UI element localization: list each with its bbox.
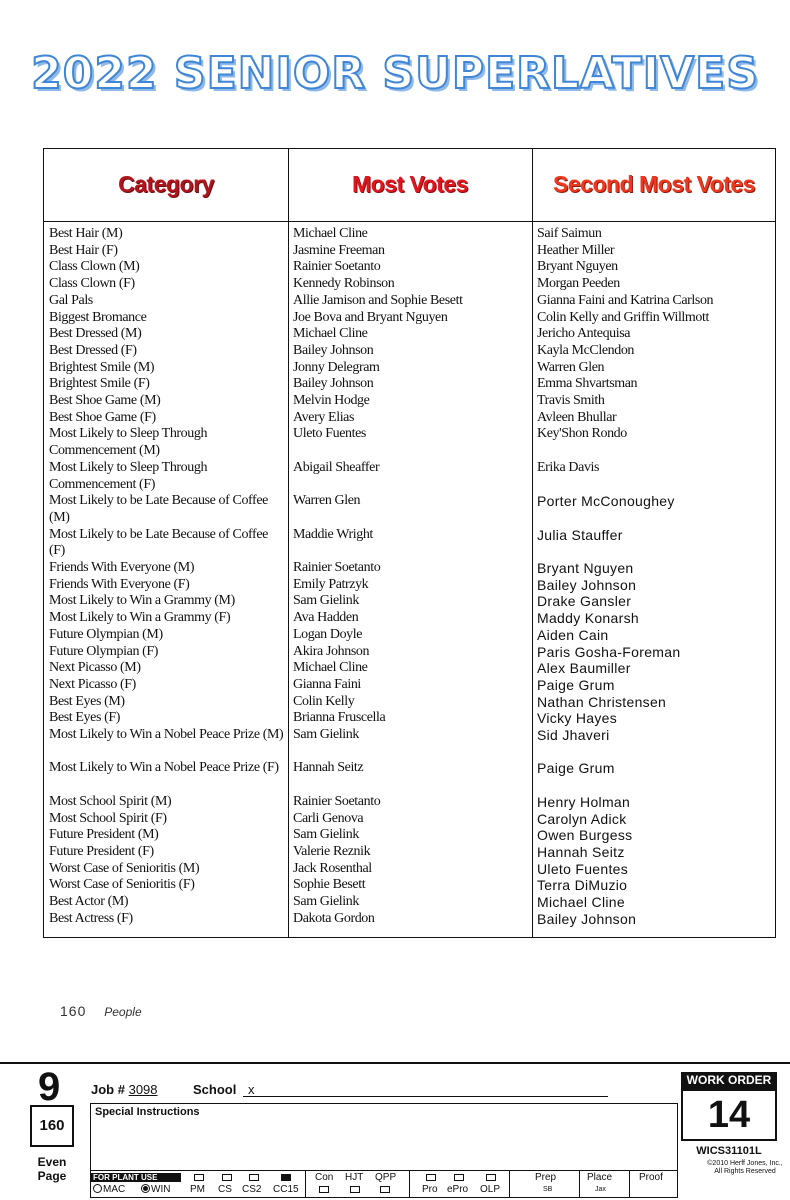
- place-label: Place: [587, 1172, 613, 1183]
- header-most-votes: Most Votes: [352, 171, 468, 197]
- work-order-code: WICS31101L: [696, 1145, 762, 1157]
- most-votes-cell: Brianna Fruscella: [293, 710, 386, 726]
- most-votes-cell: Allie Jamison and Sophie Besett: [293, 292, 463, 308]
- most-votes-cell: Joe Bova and Bryant Nguyen: [293, 309, 448, 325]
- most-votes-cell: Ava Hadden: [293, 610, 359, 626]
- most-votes-cell: Hannah Seitz: [293, 760, 364, 776]
- category-cell: Best Actress (F): [49, 910, 133, 926]
- cc15-checkbox: [281, 1174, 291, 1181]
- con-label: Con: [315, 1172, 334, 1183]
- pm-label: PM: [190, 1184, 205, 1195]
- epro-checkbox: [454, 1174, 464, 1181]
- work-order-label: WORK ORDER: [681, 1072, 777, 1089]
- most-votes-cell: Bailey Johnson: [293, 376, 374, 392]
- category-cell: Worst Case of Senioritis (F): [49, 877, 195, 893]
- second-votes-cell: Owen Burgess: [537, 827, 633, 844]
- column-divider: [532, 149, 533, 937]
- most-votes-cell: Jasmine Freeman: [293, 242, 385, 258]
- category-cell: Future President (M): [49, 827, 159, 843]
- most-votes-cell: Jack Rosenthal: [293, 860, 372, 876]
- second-votes-cell: Maddy Konarsh: [537, 610, 639, 627]
- job-field: [91, 1082, 178, 1097]
- school-value: x: [247, 1082, 255, 1097]
- most-votes-cell: Sam Gielink: [293, 827, 359, 843]
- header-divider: [44, 221, 775, 222]
- most-votes-cell: Sam Gielink: [293, 894, 359, 909]
- qpp-label: QPP: [375, 1172, 397, 1183]
- most-votes-cell: Abigail Sheaffer: [293, 459, 380, 475]
- category-cell: Most Likely to Win a Nobel Peace Prize (M): [49, 727, 284, 742]
- page-title: 2022 SENIOR SUPERLATIVES: [31, 48, 759, 99]
- olp-checkbox: [486, 1174, 496, 1181]
- most-votes-cell: Maddie Wright: [293, 526, 373, 542]
- most-votes-cell: Colin Kelly: [293, 693, 355, 709]
- category-cell: Best Actor (M): [49, 894, 129, 909]
- copyright-notice: ©2010 Herff Jones, Inc., All Rights Reserved: [707, 1160, 783, 1175]
- most-votes-cell: Sam Gielink: [293, 727, 359, 742]
- school-label: School: [193, 1082, 237, 1097]
- cs2-label: CS2: [242, 1184, 262, 1195]
- header-second-most-votes: Second Most Votes: [553, 171, 755, 197]
- second-votes-cell: Travis Smith: [537, 393, 605, 408]
- category-cell: Best Hair (M): [49, 226, 123, 241]
- category-cell: Most Likely to Win a Nobel Peace Prize (F): [49, 760, 279, 776]
- win-option: WIN: [141, 1184, 170, 1195]
- second-votes-cell: Paige Grum: [537, 676, 615, 693]
- category-cell: Friends With Everyone (M): [49, 560, 195, 575]
- category-cell: Next Picasso (F): [49, 676, 136, 692]
- second-votes-cell: Colin Kelly and Griffin Willmott: [537, 309, 709, 325]
- category-cell: Class Clown (F): [49, 276, 135, 292]
- most-votes-cell: Avery Elias: [293, 409, 355, 425]
- con-checkbox: [319, 1186, 329, 1193]
- second-votes-cell: Aiden Cain: [537, 626, 609, 643]
- most-votes-cell: Rainier Soetanto: [293, 793, 381, 809]
- most-votes-cell: Jonny Delegram: [293, 359, 380, 375]
- second-votes-cell: Henry Holman: [537, 793, 631, 810]
- category-cell: Worst Case of Senioritis (M): [49, 860, 200, 876]
- category-cell: Biggest Bromance: [49, 309, 147, 325]
- second-votes-cell: Paige Grum: [537, 760, 615, 777]
- second-votes-cell: Bailey Johnson: [537, 576, 637, 593]
- bar-separator: [629, 1171, 630, 1197]
- most-votes-cell: Akira Johnson: [293, 643, 370, 659]
- pro-label: Pro: [422, 1184, 438, 1195]
- win-radio: [141, 1184, 150, 1193]
- second-votes-cell: Saif Saimun: [537, 226, 602, 241]
- second-votes-cell: Morgan Peeden: [537, 276, 620, 292]
- category-cell: Future Olympian (F): [49, 643, 159, 659]
- category-cell: Class Clown (M): [49, 259, 140, 275]
- second-votes-cell: Bryant Nguyen: [537, 560, 634, 576]
- most-votes-cell: Gianna Faini: [293, 676, 361, 692]
- second-votes-cell: Paris Gosha-Foreman: [537, 643, 681, 660]
- most-votes-cell: Melvin Hodge: [293, 393, 370, 408]
- folio-section: People: [104, 1005, 142, 1019]
- category-cell: Most School Spirit (F): [49, 810, 167, 826]
- second-votes-cell: Kayla McClendon: [537, 342, 635, 358]
- superlatives-table: [43, 148, 776, 938]
- school-field: [193, 1082, 254, 1097]
- most-votes-cell: Rainier Soetanto: [293, 259, 381, 275]
- column-divider: [288, 149, 289, 937]
- mac-option: MAC: [93, 1184, 125, 1195]
- second-votes-cell: Nathan Christensen: [537, 693, 667, 710]
- cs-checkbox: [222, 1174, 232, 1181]
- most-votes-cell: Rainier Soetanto: [293, 560, 381, 575]
- form-divider: [0, 1062, 790, 1064]
- second-votes-cell: Vicky Hayes: [537, 710, 618, 727]
- second-votes-cell: Emma Shvartsman: [537, 376, 638, 392]
- most-votes-cell: Valerie Reznik: [293, 843, 371, 859]
- cs2-checkbox: [249, 1174, 259, 1181]
- second-votes-cell: Jericho Antequisa: [537, 326, 631, 342]
- hjt-checkbox: [350, 1186, 360, 1193]
- hjt-label: HJT: [345, 1172, 364, 1183]
- header-category: Category: [118, 171, 214, 197]
- most-votes-cell: Bailey Johnson: [293, 342, 374, 358]
- school-underline: [243, 1096, 608, 1097]
- category-cell: Best Hair (F): [49, 242, 118, 258]
- second-votes-cell: Terra DiMuzio: [537, 877, 628, 894]
- epro-label: ePro: [447, 1184, 469, 1195]
- second-votes-cell: Key'Shon Rondo: [537, 426, 627, 442]
- category-cell: Best Eyes (F): [49, 710, 121, 726]
- second-votes-cell: Heather Miller: [537, 242, 615, 258]
- second-votes-cell: Bryant Nguyen: [537, 259, 618, 275]
- most-votes-cell: Michael Cline: [293, 660, 368, 676]
- second-votes-cell: Warren Glen: [537, 359, 605, 375]
- special-instructions-box: [90, 1103, 678, 1171]
- second-votes-cell: Porter McConoughey: [537, 493, 675, 510]
- category-cell: Most Likely to be Late Because of Coffee (M): [49, 493, 268, 525]
- category-cell: Most Likely to Sleep Through Commencement (M): [49, 426, 208, 459]
- category-cell: Most Likely to Win a Grammy (M): [49, 593, 235, 609]
- pm-checkbox: [194, 1174, 204, 1181]
- category-cell: Most School Spirit (M): [49, 793, 172, 809]
- plant-use-bar: [90, 1171, 678, 1198]
- category-cell: Future Olympian (M): [49, 626, 163, 642]
- category-cell: Brightest Smile (M): [49, 359, 155, 375]
- pro-checkbox: [426, 1174, 436, 1181]
- category-cell: Brightest Smile (F): [49, 376, 150, 392]
- folio-number: 160: [60, 1003, 87, 1019]
- second-votes-cell: Uleto Fuentes: [537, 860, 629, 877]
- page-folio: [60, 1003, 142, 1019]
- second-votes-cell: Avleen Bhullar: [537, 409, 617, 425]
- prep-label: Prep: [535, 1172, 557, 1183]
- most-votes-cell: Logan Doyle: [293, 626, 363, 642]
- category-cell: Gal Pals: [49, 292, 93, 308]
- category-cell: Best Shoe Game (F): [49, 409, 156, 425]
- second-votes-cell: Hannah Seitz: [537, 843, 625, 860]
- cc15-label: CC15: [273, 1184, 299, 1195]
- mac-radio: [93, 1184, 102, 1193]
- page-number-box: 160: [30, 1105, 74, 1147]
- second-votes-cell: Michael Cline: [537, 894, 625, 910]
- job-value: 3098: [128, 1082, 158, 1097]
- most-votes-cell: Warren Glen: [293, 493, 361, 509]
- category-cell: Most Likely to Sleep Through Commencement (F): [49, 459, 208, 492]
- second-votes-cell: Sid Jhaveri: [537, 727, 610, 743]
- form-number: 9: [38, 1065, 61, 1109]
- most-votes-cell: Kennedy Robinson: [293, 276, 395, 292]
- second-votes-cell: Gianna Faini and Katrina Carlson: [537, 292, 714, 308]
- category-cell: Best Dressed (M): [49, 326, 142, 342]
- category-cell: Future President (F): [49, 843, 154, 859]
- work-order-number: 14: [681, 1089, 777, 1141]
- bar-separator: [409, 1171, 410, 1197]
- most-votes-cell: Carli Genova: [293, 810, 364, 826]
- bar-separator: [579, 1171, 580, 1197]
- proof-label: Proof: [639, 1172, 663, 1183]
- second-votes-cell: Julia Stauffer: [537, 526, 623, 543]
- most-votes-cell: Uleto Fuentes: [293, 426, 366, 442]
- second-votes-cell: Erika Davis: [537, 459, 600, 475]
- category-cell: Best Eyes (M): [49, 693, 125, 709]
- bar-separator: [305, 1171, 306, 1197]
- most-votes-cell: Michael Cline: [293, 326, 368, 342]
- bar-separator: [509, 1171, 510, 1197]
- category-cell: Most Likely to be Late Because of Coffee (F): [49, 526, 268, 559]
- category-cell: Best Shoe Game (M): [49, 393, 161, 408]
- second-votes-cell: Drake Gansler: [537, 593, 632, 610]
- qpp-checkbox: [380, 1186, 390, 1193]
- second-votes-cell: Alex Baumiller: [537, 660, 631, 677]
- most-votes-cell: Sophie Besett: [293, 877, 366, 893]
- job-label: Job #: [91, 1082, 125, 1097]
- most-votes-cell: Sam Gielink: [293, 593, 359, 609]
- category-cell: Friends With Everyone (F): [49, 576, 190, 592]
- prep-sub: SB: [543, 1186, 553, 1193]
- special-instructions-label: Special Instructions: [95, 1106, 200, 1118]
- most-votes-cell: Emily Patrzyk: [293, 576, 369, 592]
- category-cell: Next Picasso (M): [49, 660, 141, 676]
- page-side: Even Page: [37, 1155, 67, 1183]
- category-cell: Most Likely to Win a Grammy (F): [49, 610, 231, 626]
- olp-label: OLP: [480, 1184, 501, 1195]
- cs-label: CS: [218, 1184, 232, 1195]
- second-votes-cell: Carolyn Adick: [537, 810, 627, 827]
- for-plant-use-label: FOR PLANT USE: [91, 1173, 181, 1182]
- category-cell: Best Dressed (F): [49, 342, 137, 358]
- most-votes-cell: Michael Cline: [293, 226, 368, 241]
- most-votes-cell: Dakota Gordon: [293, 910, 375, 926]
- second-votes-cell: Bailey Johnson: [537, 910, 637, 927]
- place-sub: Jax: [595, 1186, 606, 1193]
